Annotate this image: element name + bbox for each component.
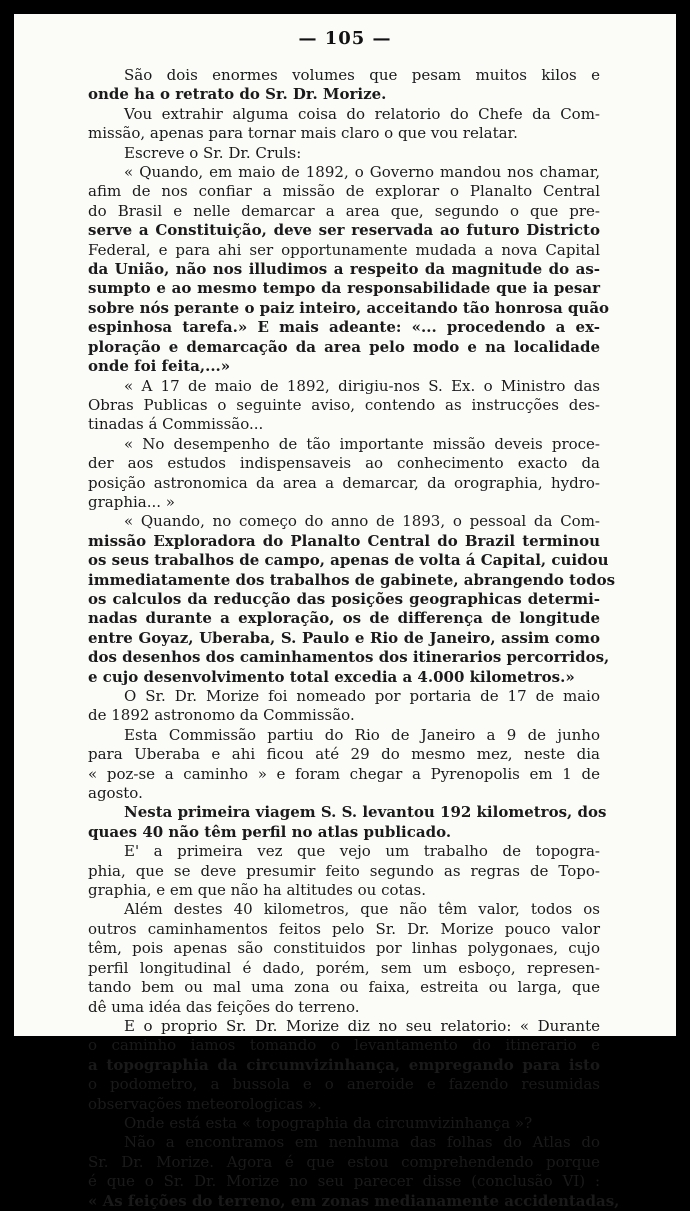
text-line: observações meteorologicas ». xyxy=(88,1094,322,1113)
text-line: tando bem ou mal uma zona ou faixa, estreita ou larga, que xyxy=(88,978,600,997)
text-line: « As feições do terreno, em zonas medianamente accidentadas, xyxy=(88,1191,620,1210)
text-line: « Quando, em maio de 1892, o Governo mandou nos chamar, xyxy=(124,163,600,182)
text-line: missão Exploradora do Planalto Central do Brazil terminou xyxy=(88,531,600,550)
text-line: sobre nós perante o paiz inteiro, acceitando tão honrosa quão xyxy=(88,298,610,317)
text-line: de 1892 astronomo da Commissão. xyxy=(88,706,355,725)
text-line: der aos estudos indispensaveis ao conhecimento exacto da xyxy=(88,454,600,473)
text-line: Além destes 40 kilometros, que não têm valor, todos os xyxy=(124,900,600,919)
text-line: a topographia da circumvizinhança, empregando para isto xyxy=(88,1055,600,1074)
text-line: nadas durante a exploração, os de differença de longitude xyxy=(88,609,600,628)
text-line: afim de nos confiar a missão de explorar o Planalto Central xyxy=(88,182,600,201)
text-line: graphia... » xyxy=(88,492,175,511)
text-line: « A 17 de maio de 1892, dirigiu-nos S. Ex. o Ministro das xyxy=(124,376,600,395)
text-line: « Quando, no começo do anno de 1893, o pessoal da Com- xyxy=(124,512,600,531)
text-line: Esta Commissão partiu do Rio de Janeiro a 9 de junho xyxy=(124,725,600,744)
text-line: outros caminhamentos feitos pelo Sr. Dr. Morize pouco valor xyxy=(88,919,600,938)
text-line: agosto. xyxy=(88,784,143,803)
text-line: têm, pois apenas são constituidos por linhas polygonaes, cujo xyxy=(88,939,600,958)
text-line: phia, que se deve presumir feito segundo as regras de Topo- xyxy=(88,861,600,880)
text-line: serve a Constituição, deve ser reservada ao futuro Districto xyxy=(88,221,600,240)
text-line: Vou extrahir alguma coisa do relatorio do Chefe da Com- xyxy=(124,104,600,123)
text-line: posição astronomica da area a demarcar, da orographia, hydro- xyxy=(88,473,600,492)
text-line: E o proprio Sr. Dr. Morize diz no seu relatorio: « Durante xyxy=(124,1016,600,1035)
text-line: São dois enormes volumes que pesam muitos kilos e xyxy=(124,66,600,84)
text-line: sumpto e ao mesmo tempo da responsabilidade que ia pesar xyxy=(88,279,600,298)
text-line: missão, apenas para tornar mais claro o que vou relatar. xyxy=(88,124,518,143)
body-text xyxy=(88,66,620,1211)
text-line: dos desenhos dos caminhamentos dos itinerarios percorridos, xyxy=(88,648,610,667)
text-line: o podometro, a bussola e o aneroide e fazendo resumidas xyxy=(88,1075,600,1094)
text-line: do Brasil e nelle demarcar a area que, segundo o que pre- xyxy=(88,201,600,220)
text-line: quaes 40 não têm perfil no atlas publicado. xyxy=(88,822,452,841)
text-line: graphia, e em que não ha altitudes ou cotas. xyxy=(88,881,426,900)
text-line: o caminho iamos tomando o levantamento do itinerario e xyxy=(88,1036,600,1055)
book-page xyxy=(14,14,676,1210)
page-number: — 105 — xyxy=(298,28,392,49)
text-line: para Uberaba e ahi ficou até 29 do mesmo mez, neste dia xyxy=(88,745,600,764)
text-line: Escreve o Sr. Dr. Cruls: xyxy=(124,143,302,162)
text-line: O Sr. Dr. Morize foi nomeado por portaria de 17 de maio xyxy=(124,687,600,705)
text-line: onde ha o retrato do Sr. Dr. Morize. xyxy=(88,85,387,104)
text-line: E' a primeira vez que vejo um trabalho de topogra- xyxy=(124,842,600,861)
text-line: é que o Sr. Dr. Morize no seu parecer disse (conclusão VI) : xyxy=(88,1172,600,1191)
text-line: Obras Publicas o seguinte aviso, contendo as instrucções des- xyxy=(88,395,600,414)
text-line: perfil longitudinal é dado, porém, sem um esboço, represen- xyxy=(88,958,600,977)
text-line: e cujo desenvolvimento total excedia a 4.000 kilometros.» xyxy=(88,667,575,686)
text-line: da União, não nos illudimos a respeito da magnitude do as- xyxy=(88,260,600,279)
text-line: onde foi feita,...» xyxy=(88,357,231,376)
text-line: ploração e demarcação da area pelo modo e na localidade xyxy=(88,337,600,356)
text-line: Onde está esta « topographia da circumvizinhança »? xyxy=(124,1113,533,1132)
text-line: espinhosa tarefa.» E mais adeante: «... procedendo a ex- xyxy=(88,318,600,337)
text-line: Nesta primeira viagem S. S. levantou 192 kilometros, dos xyxy=(124,803,607,822)
text-line: os calculos da reducção das posições geographicas determi- xyxy=(88,589,600,608)
text-line: Federal, e para ahi ser opportunamente mudada a nova Capital xyxy=(88,240,600,259)
text-line: « No desempenho de tão importante missão deveis proce- xyxy=(124,434,600,453)
text-line: Sr. Dr. Morize. Agora é que estou comprehendendo porque xyxy=(88,1152,600,1171)
text-line: « poz-se a caminho » e foram chegar a Pyrenopolis em 1 de xyxy=(88,764,600,783)
text-line: os seus trabalhos de campo, apenas de volta á Capital, cuidou xyxy=(88,551,609,570)
text-line: immediatamente dos trabalhos de gabinete, abrangendo todos xyxy=(88,570,616,589)
text-line: Não a encontramos em nenhuma das folhas do Atlas do xyxy=(124,1133,600,1152)
text-line: tinadas á Commissão... xyxy=(88,415,264,434)
text-line: dê uma idéa das feições do terreno. xyxy=(88,997,360,1016)
text-line: entre Goyaz, Uberaba, S. Paulo e Rio de Janeiro, assim como xyxy=(88,628,600,647)
